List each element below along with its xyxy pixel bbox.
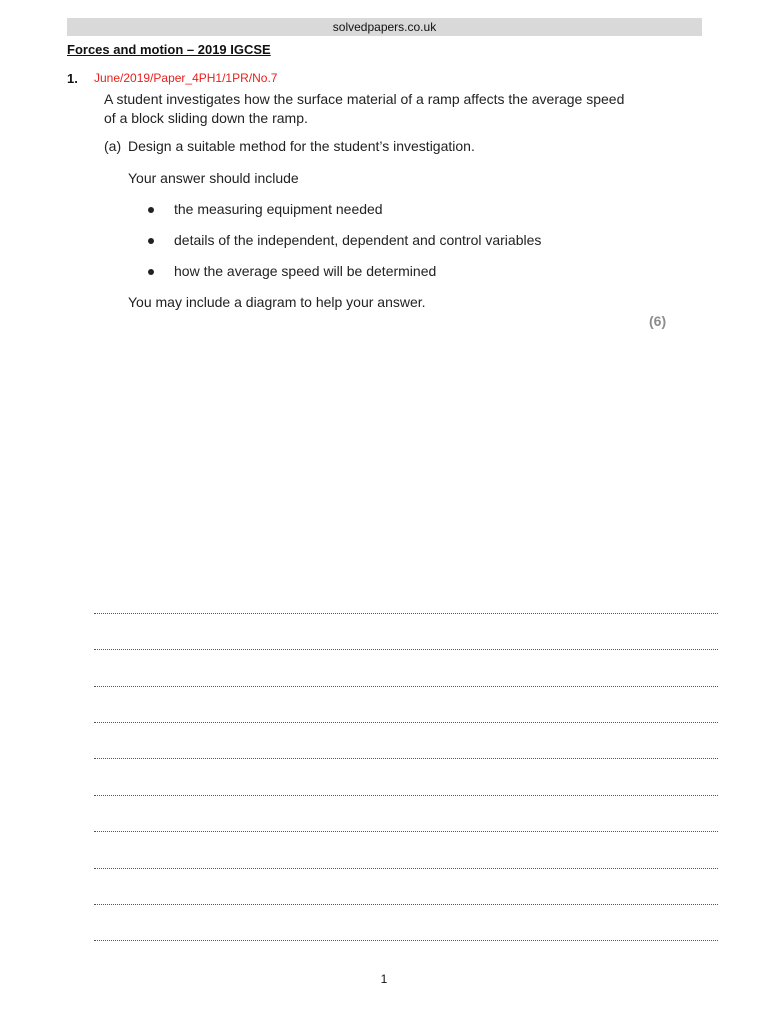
- diagram-note: You may include a diagram to help your answer.: [128, 294, 426, 310]
- site-header: [67, 18, 702, 36]
- question-stem-line-2: of a block sliding down the ramp.: [104, 110, 308, 126]
- bullet-dot-icon: [148, 207, 154, 213]
- marks-available: (6): [649, 313, 667, 329]
- bullet-text: details of the independent, dependent and control variables: [174, 232, 542, 248]
- section-title: Forces and motion – 2019 IGCSE: [67, 42, 271, 57]
- answer-line[interactable]: [94, 686, 718, 687]
- bullet-dot-icon: [148, 269, 154, 275]
- answer-line[interactable]: [94, 904, 718, 905]
- site-name: solvedpapers.co.uk: [332, 20, 437, 34]
- answer-line[interactable]: [94, 758, 718, 759]
- page-number: 1: [380, 972, 388, 986]
- question-number: 1.: [67, 71, 78, 86]
- answer-line[interactable]: [94, 613, 718, 614]
- instruction-text: Your answer should include: [128, 170, 299, 186]
- bullet-text: how the average speed will be determined: [174, 263, 437, 279]
- part-text: Design a suitable method for the student’s investigation.: [128, 138, 475, 154]
- question-reference: June/2019/Paper_4PH1/1PR/No.7: [94, 71, 278, 85]
- answer-line[interactable]: [94, 722, 718, 723]
- answer-line[interactable]: [94, 868, 718, 869]
- bullet-dot-icon: [148, 238, 154, 244]
- answer-line[interactable]: [94, 795, 718, 796]
- question-stem: [104, 90, 664, 128]
- answer-line[interactable]: [94, 831, 718, 832]
- bullet-text: the measuring equipment needed: [174, 201, 383, 217]
- answer-line[interactable]: [94, 649, 718, 650]
- question-stem-line-1: A student investigates how the surface material of a ramp affects the average speed: [104, 91, 625, 107]
- part-label: (a): [104, 138, 122, 154]
- answer-line[interactable]: [94, 940, 718, 941]
